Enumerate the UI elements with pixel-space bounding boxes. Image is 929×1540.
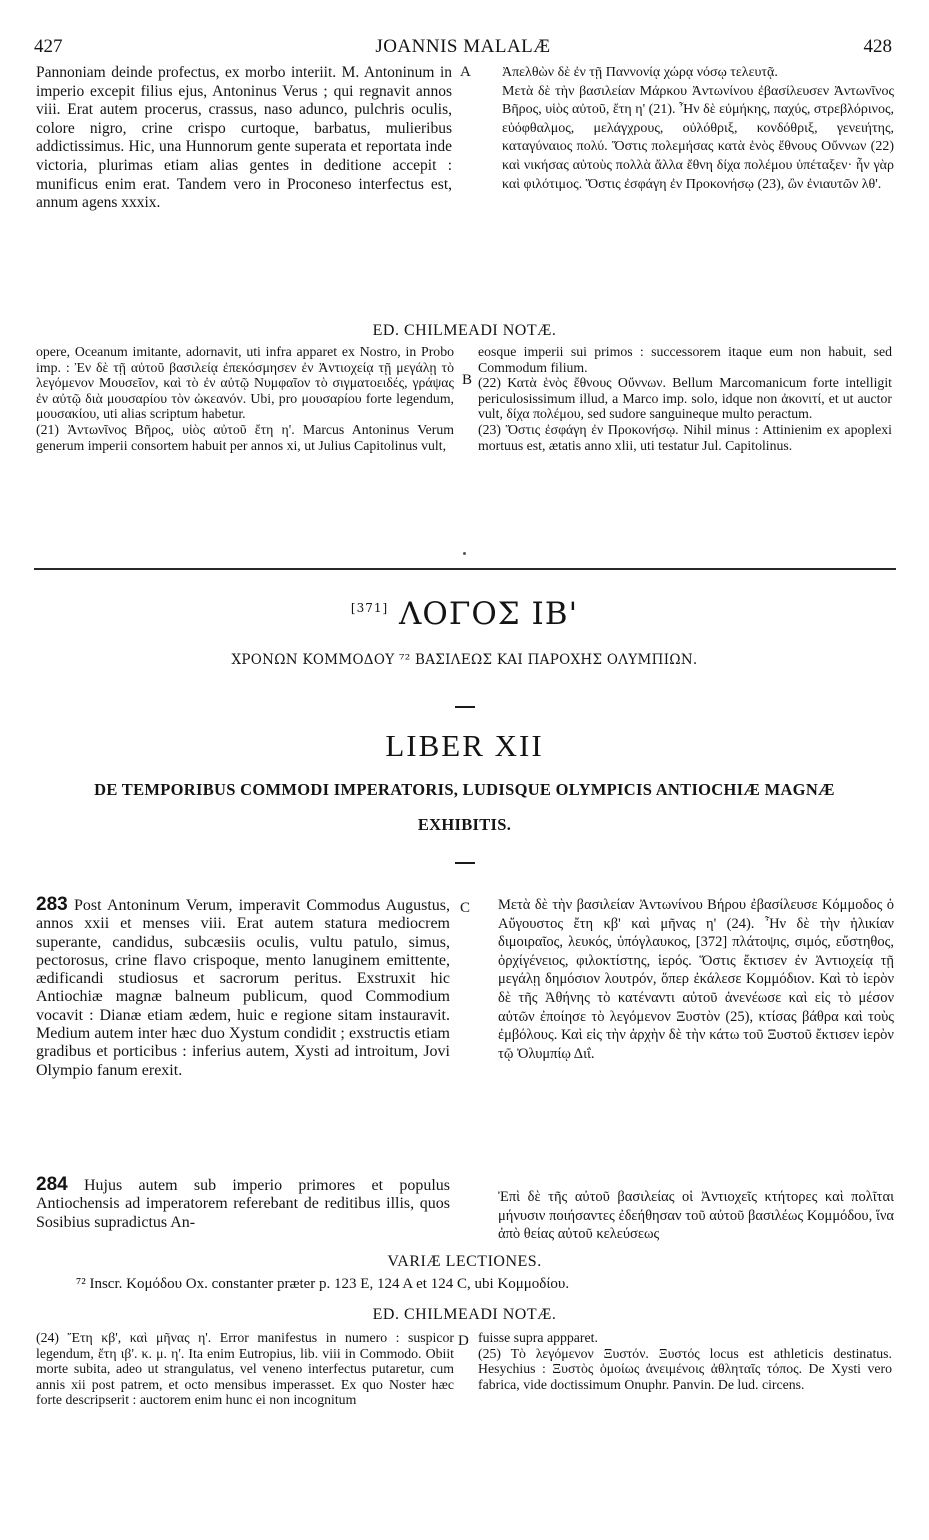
note-21: (21) Ἀντωνῖνος Βῆρος, υἱὸς αὐτοῦ ἔτη η'. Marcus Antoninus Verum generum imperii consortem habuit per annos xi, ut Julius Capitolinus vult, [36,421,454,453]
note-right-top: fuisse supra appparet. [478,1330,598,1345]
page-number-left: 427 [34,36,63,57]
greek-book-subtitle: ΧΡΟΝΩΝ ΚΟΜΜΟΔΟΥ ⁷² ΒΑΣΙΛΕΩΣ ΚΑΙ ΠΑΡΟΧΗΣ ΟΛΥΜΠΙΩΝ. [231,652,698,668]
top-latin-column [36,64,452,213]
logos-title: ΛΟΓΟΣ ΙΒ' [399,596,579,632]
notes2-right [478,1330,892,1392]
top-greek-para-2: Μετὰ δὲ τὴν βασιλείαν Μάρκου Ἀντωνίνου ἐβασίλευσεν Ἀντωνῖνος Βῆρος, υἱὸς αὐτοῦ, ἔτη η' (21). Ἦν δὲ εὐμήκης, παχύς, στρεβλόρινος, εὐόφθαλμος, μελάγχρους, οὐλόθριξ, κονδόθριξ, γενειήτης, καταγύναιος πολύ. Ὅστις πολεμήσας κατὰ ἑνὸς ἔθνους Οὔννων (22) καὶ νικήσας αὐτοὺς πολλὰ ἄλλα ἔθνη δίχα πολέμου ὑπέταξεν· ἦν γὰρ καὶ φιλότιμος. Ὅστις ἐσφάγη ἐν Προκονήσῳ (23), ὢν ἐνιαυτῶν λθ'. [502,83,894,192]
margin-letter-c: C [460,900,471,916]
notes-heading-2: ED. CHILMEADI NOTÆ. [372,1306,557,1323]
liber-title: LIBER XII [385,728,544,763]
note-right-text: eosque imperii sui primos : successorem itaque eum non habuit, sed Commodum filium. [478,344,892,375]
notes-heading-1: ED. CHILMEADI NOTÆ. [372,322,557,339]
latin-284 [36,1176,450,1232]
note-25: (25) Τὸ λεγόμενον Ξυστόν. Ξυστός locus est athleticis destinatus. Hesychius : Ξυστὸς ὁμοίως ἀνειμένοις ἀθληταῖς τόπος. De Xysti vero fabrica, vide doctissimum Onuphr. Panvin. De lud. circens. [478,1345,892,1392]
note-22: (22) Κατὰ ἑνὸς ἔθνους Οὔννων. Bellum Marcomanicum forte intelligit periculosissimum illud, a Marco imp. solo, idque non ἀκονιτί, et ut auctor vult, δίχα πολέμου, sed sudore sanguineque multo peractum. [478,375,892,422]
margin-letter-d: D [458,1333,469,1349]
greek-283: Μετὰ δὲ τὴν βασιλείαν Ἀντωνίνου Βήρου ἐβασίλευσε Κόμμοδος ὁ Αὔγουστος ἔτη κβ' καὶ μῆνας η' (24). Ἦν δὲ τὴν ἡλικίαν διμοιραῖος, λευκός, ὑπόγλαυκος, [372] πλάτοψις, σιμός, εὔστηθος, ὀρχίγένειος, φιλοκτίστης, ἱερός. Ὅστις ἔκτισεν ἐν Ἀντιοχείᾳ τῇ μεγάλῃ δημόσιον λουτρόν, ὅπερ ἐκάλεσε Κομμόδιον. Καὶ τὸ ἱερὸν δὲ τῆς Ἀθήνης τὸ κατέναντι αὐτοῦ ἀνενέωσε καὶ εἰς τὸ μέσον αὐτῶν ἐποίησε τὸ λεγόμενον Ξυστὸν (25), κτίσας βάθρα καὶ τοὺς ἐμβόλους. Καὶ εἰς τὴν ἀρχὴν δὲ τὴν κάτω τοῦ Ξυστοῦ ἔκτισεν ἱερὸν τῷ Ὀλυμπίῳ Διΐ. [498,897,894,1062]
logos-heading [0,596,929,632]
running-header [34,36,892,60]
varia-text: ⁷² Inscr. Κομόδου Ox. constanter præter p. 123 E, 124 A et 124 C, ubi Κομμοδίου. [76,1276,570,1292]
notes1-left [36,344,454,453]
page-number-right: 428 [863,36,892,57]
note-23: (23) Ὅστις ἐσφάγη ἐν Προκονήσῳ. Nihil minus : Attinienim ex apoplexi mortuus est, ætatis anno xlii, uti testatur Jul. Capitolinus. [478,421,892,453]
note-left-text: opere, Oceanum imitante, adornavit, uti infra apparet ex Nostro, in Probo imp. : Ἐν δὲ τῇ αὐτοῦ βασιλείᾳ ἐπεκόσμησεν ἐν Ἀντιοχείᾳ τῇ μεγάλῃ τὸ λεγόμενον Μουσεῖον, καὶ τὸ ἐν αὐτῷ Νυμφαῖον τὸ σιγματοειδές, γράψας ἐν αὐτῷ διὰ μουσαρίου τὸν ὠκεανόν. Ubi, pro μουσαρίου forte legendum, μουσακίου, uti alias scriptum habetur. [36,344,454,422]
notes1-right [478,344,892,453]
top-greek-column [502,64,894,194]
short-dash-2 [455,862,475,864]
margin-letter-a: A [460,64,471,80]
section-rule [34,568,896,570]
margin-letter-b: B [462,372,473,388]
varia-heading: VARIÆ LECTIONES. [387,1253,542,1270]
logos-page-ref: [371] [350,601,389,615]
greek-284: Ἐπὶ δὲ τῆς αὐτοῦ βασιλείας οἱ Ἀντιοχεῖς κτήτορες καὶ πολῖται μήνυσιν ποιήσαντες ἐδεήθησαν τοῦ αὐτοῦ βασιλέως Κομμόδου, ἵνα ἀπὸ θείας αὐτοῦ κελεύσεως [498,1189,894,1243]
latin-283-text: Post Antoninum Verum, imperavit Commodus Augustus, annos xxii et menses viii. Erat autem statura mediocrem superante, candidus, subcæsiis oculis, vultu patulo, simus, pectorosus, crine flavo crispoque, mento lanuginem emittente, ædificandi studiosus et sacrorum peritus. Exstruxit hic Antiochiæ magnæ balneum publicum, quod Commodium vocavit : Dianæ etiam ædem, huic e regione sitam instauravit. Medium autem inter hæc duo Xystum condidit ; exstructis etiam gradibus et porticibus : inferius autem, Xysti ad introitum, Jovi Olympio fanum erexit. [36,897,450,1079]
latin-283 [36,896,450,1080]
running-title: JOANNIS MALALÆ [375,36,551,57]
section-number-283: 283 [36,894,68,915]
latin-book-subtitle-2: EXHIBITIS. [417,815,512,834]
note-24: (24) Ἔτη κβ', καὶ μῆνας η'. Error manifestus in numero : suspicor legendum, ἔτη ιβ'. κ. μ. η'. Ita enim Eutropius, lib. viii in Commodo. Obiit morte subita, adeo ut strangulatus, vel veneno interfectus putaretur, cum annis xii post patrem, et octo mensibus imperasset. Ex quo Noster hæc forte descripserit : auctorem enim hunc ei non incognitum [36,1330,454,1408]
short-dash-1 [455,706,475,708]
top-greek-para-1: Ἀπελθὼν δὲ ἐν τῇ Παννονίᾳ χώρᾳ νόσῳ τελευτᾷ. [502,65,778,80]
notes2-left [36,1330,454,1408]
latin-book-subtitle-1: DE TEMPORIBUS COMMODI IMPERATORIS, LUDISQUE OLYMPICIS ANTIOCHIÆ MAGNÆ [94,780,835,799]
section-number-284: 284 [36,1174,68,1195]
top-latin-text: Pannoniam deinde profectus, ex morbo interiit. M. Antoninum in imperio excepit filius ejus, Antoninus Verus ; qui regnavit annos viii. Erat autem procerus, crassus, naso adunco, pulchris oculis, colore nigro, crine crispo curtoque, barbatus, mulieribus addictissimus. Hic, una Hunnorum gente superata et reportata inde victoria, plurimas etiam alias gentes in deditione accepit : munificus enim erat. Tandem vero in Proconeso interfectus est, annum agens xxxix. [36,64,452,212]
ink-dot [463,552,466,555]
latin-284-text: Hujus autem sub imperio primores et populus Antiochensis ad imperatorem referebant de reditibus illis, quos Sosibius supradictus An- [36,1177,451,1231]
